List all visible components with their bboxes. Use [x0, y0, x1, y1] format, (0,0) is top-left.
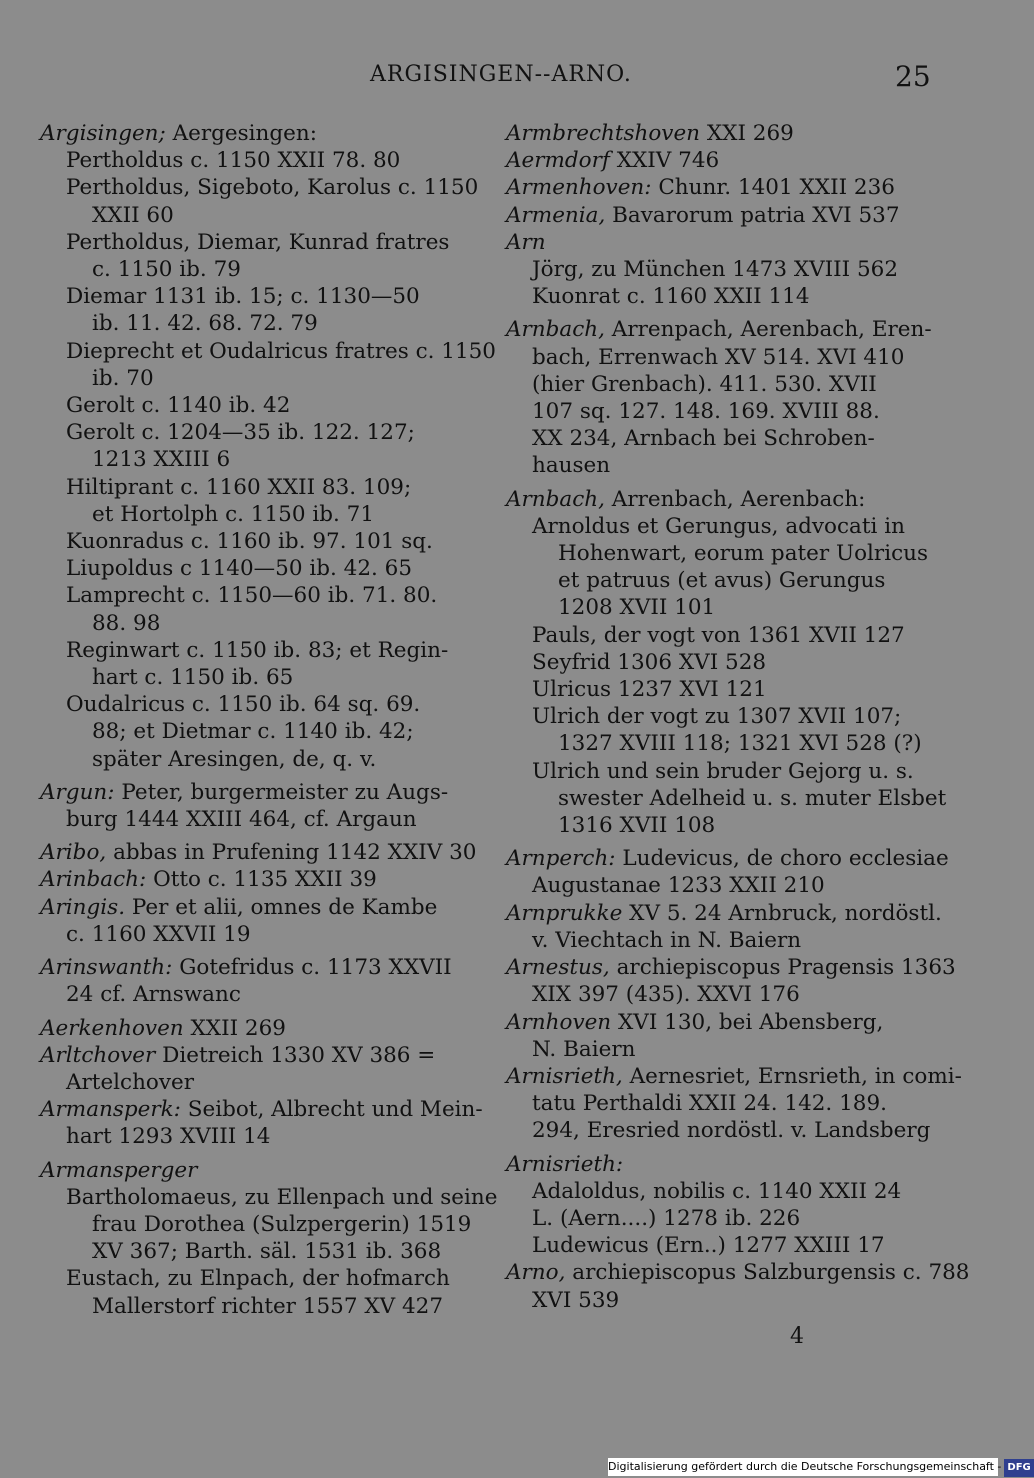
entry-text: burg 1444 XXIII 464, cf. Argaun: [66, 807, 417, 833]
entry-text: Arrenbach, Aerenbach:: [604, 486, 866, 512]
entry-text: 294, Eresried nordöstl. v. Landsberg: [532, 1118, 931, 1144]
entry-text: swester Adelheid u. s. muter Elsbet: [558, 785, 947, 811]
headword: Arnprukke: [506, 900, 623, 926]
entry-text: Liupoldus c 1140—50 ib. 42. 65: [66, 556, 413, 582]
headword: Aerkenhoven: [40, 1015, 184, 1041]
entry-text: Ulrich der vogt zu 1307 XVII 107;: [532, 704, 902, 730]
index-entry: [506, 758, 947, 840]
entry-line: [506, 344, 936, 371]
entry-line: [40, 691, 470, 718]
index-entry: [40, 338, 496, 392]
footer-text: Digitalisierung gefördert durch die Deutsche Forschungsgemeinschaft -: [608, 1460, 1002, 1473]
index-entry: [506, 649, 936, 676]
entry-line: [506, 900, 942, 927]
entry-text: Gerolt c. 1140 ib. 42: [66, 393, 291, 419]
entry-text: Aernesriet, Ernsrieth, in comi-: [622, 1063, 962, 1089]
headword: Argun:: [40, 779, 115, 805]
headword: Arn: [506, 229, 546, 255]
entry-line: [40, 779, 470, 806]
entry-text: 1316 XVII 108: [558, 813, 716, 839]
entry-line: [506, 1036, 936, 1063]
entry-text: Aergesingen:: [165, 121, 317, 146]
index-entry: [40, 283, 470, 337]
entry-line: [506, 398, 936, 425]
index-entry: [506, 954, 956, 1008]
index-entry: [40, 1096, 483, 1150]
entry-line: [506, 540, 936, 567]
entry-line: [40, 174, 479, 201]
entry-text: ib. 70: [92, 365, 154, 391]
left-column: [40, 120, 498, 1320]
entry-line: [506, 872, 936, 899]
index-entry: [506, 174, 936, 201]
entry-line: [506, 120, 936, 147]
entry-text: c. 1160 XXVII 19: [66, 921, 251, 947]
page-number: 25: [895, 60, 931, 93]
entry-text: 88. 98: [92, 610, 161, 636]
entry-text: XV 367; Barth. säl. 1531 ib. 368: [92, 1239, 442, 1265]
entry-text: 88; et Dietmar c. 1140 ib. 42;: [92, 719, 414, 745]
headword: Arinswanth:: [40, 955, 173, 981]
entry-text: Ulrich und sein bruder Gejorg u. s.: [532, 758, 914, 784]
index-entry: [40, 582, 470, 636]
entry-line: [40, 1265, 470, 1292]
entry-line: [506, 486, 936, 513]
headword: Aringis.: [40, 894, 126, 920]
entry-text: hart c. 1150 ib. 65: [92, 665, 294, 691]
entry-line: [40, 338, 496, 365]
entry-text: frau Dorothea (Sulzpergerin) 1519: [92, 1211, 472, 1237]
entry-line: [40, 310, 470, 337]
entry-text: XX 234, Arnbach bei Schroben-: [532, 426, 875, 452]
entry-line: [40, 419, 470, 446]
index-entry: [506, 1151, 936, 1178]
index-entry: [40, 691, 470, 773]
headword: Armenia,: [506, 202, 606, 228]
index-entry: [40, 120, 470, 147]
entry-line: [40, 528, 470, 555]
index-entry: [506, 703, 936, 757]
entry-text: bach, Errenwach XV 514. XVI 410: [532, 344, 905, 370]
headword: Argisingen;: [40, 121, 166, 146]
entry-line: [506, 785, 947, 812]
entry-line: [506, 174, 936, 201]
headword: Arnisrieth,: [506, 1063, 623, 1089]
index-entry: [506, 147, 936, 174]
entry-text: XVI 539: [532, 1287, 620, 1313]
entry-text: Oudalricus c. 1150 ib. 64 sq. 69.: [66, 692, 421, 718]
entry-line: [40, 1123, 470, 1150]
index-entry: [506, 513, 936, 622]
entry-text: et Hortolph c. 1150 ib. 71: [92, 501, 374, 527]
entry-text: Kuonrat c. 1160 XXII 114: [532, 284, 810, 310]
headword: Armansperger: [40, 1157, 198, 1183]
entry-text: XXII 269: [183, 1015, 286, 1041]
entry-text: L. (Aern....) 1278 ib. 226: [532, 1205, 801, 1231]
entry-line: [40, 746, 470, 773]
entry-line: [506, 1178, 936, 1205]
entry-text: Ulricus 1237 XVI 121: [532, 677, 767, 703]
index-entry: [40, 637, 470, 691]
entry-line: [506, 1151, 936, 1178]
right-column: [506, 120, 970, 1314]
entry-text: XV 5. 24 Arnbruck, nordöstl.: [622, 900, 942, 926]
entry-line: [40, 981, 470, 1008]
entry-text: Ludevicus, de choro ecclesiae: [615, 846, 949, 872]
entry-line: [40, 921, 470, 948]
entry-text: tatu Perthaldi XXII 24. 142. 189.: [532, 1091, 887, 1117]
entry-line: [506, 371, 936, 398]
entry-text: Eustach, zu Elnpach, der hofmarch: [66, 1266, 450, 1292]
index-entry: [40, 528, 470, 555]
entry-line: [506, 1009, 936, 1036]
entry-text: Kuonradus c. 1160 ib. 97. 101 sq.: [66, 529, 433, 555]
entry-text: c. 1150 ib. 79: [92, 257, 241, 283]
entry-text: hausen: [532, 453, 611, 479]
entry-line: [506, 845, 949, 872]
entry-line: [40, 120, 470, 147]
headword: Arno,: [506, 1260, 566, 1286]
entry-line: [506, 594, 936, 621]
entry-line: [40, 664, 470, 691]
entry-line: [506, 1117, 936, 1144]
entry-line: [506, 256, 936, 283]
entry-line: [506, 954, 956, 981]
entry-text: Diemar 1131 ib. 15; c. 1130—50: [66, 284, 420, 310]
headword: Armansperk:: [40, 1097, 181, 1123]
entry-text: 107 sq. 127. 148. 169. XVIII 88.: [532, 399, 880, 425]
entry-text: Seibot, Albrecht und Mein-: [180, 1097, 483, 1123]
entry-text: XVI 130, bei Abensberg,: [611, 1009, 884, 1035]
entry-text: XXI 269: [700, 121, 794, 146]
entry-text: 24 cf. Arnswanc: [66, 982, 241, 1008]
entry-line: [506, 229, 936, 256]
entry-line: [40, 1293, 470, 1320]
entry-text: Pertholdus, Diemar, Kunrad fratres: [66, 229, 450, 255]
entry-line: [506, 316, 936, 343]
entry-line: [506, 1090, 936, 1117]
entry-line: [40, 1069, 470, 1096]
entry-line: [40, 555, 470, 582]
index-entry: [40, 474, 470, 528]
entry-text: Dietreich 1330 XV 386 =: [155, 1042, 436, 1068]
entry-text: archiepiscopus Pragensis 1363: [609, 955, 956, 981]
index-entry: [506, 1178, 936, 1205]
entry-line: [40, 839, 477, 866]
headword: Armenhoven:: [506, 175, 652, 201]
entry-line: [40, 806, 470, 833]
entry-line: [506, 202, 936, 229]
headword: Aermdorf: [506, 148, 610, 174]
entry-text: Artelchover: [66, 1069, 195, 1095]
entry-text: Bartholomaeus, zu Ellenpach und seine: [66, 1184, 498, 1210]
entry-line: [40, 637, 470, 664]
entry-text: hart 1293 XVIII 14: [66, 1124, 271, 1150]
entry-line: [40, 894, 470, 921]
entry-line: [40, 954, 470, 981]
running-title: ARGISINGEN--ARNO.: [370, 62, 632, 87]
entry-line: [506, 730, 936, 757]
entry-text: Augustanae 1233 XXII 210: [532, 873, 825, 899]
entry-text: N. Baiern: [532, 1036, 636, 1062]
entry-line: [506, 812, 936, 839]
entry-text: Pertholdus, Sigeboto, Karolus c. 1150: [66, 175, 479, 201]
entry-text: Jörg, zu München 1473 XVIII 562: [532, 257, 899, 283]
entry-text: Chunr. 1401 XXII 236: [651, 175, 895, 201]
index-entry: [40, 229, 470, 283]
entry-text: XIX 397 (435). XXVI 176: [532, 982, 800, 1008]
entry-line: [40, 866, 470, 893]
index-entry: [506, 1232, 936, 1259]
headword: Armbrechtshoven: [506, 121, 701, 146]
entry-line: [40, 283, 470, 310]
index-entry: [40, 894, 470, 948]
index-entry: [40, 419, 470, 473]
entry-line: [506, 425, 936, 452]
entry-text: später Aresingen, de, q. v.: [92, 746, 377, 772]
entry-text: Bavarorum patria XVI 537: [605, 202, 900, 228]
entry-line: [506, 1063, 962, 1090]
index-entry: [506, 1259, 970, 1313]
entry-line: [506, 283, 936, 310]
index-entry: [506, 283, 936, 310]
index-entry: [40, 839, 477, 866]
entry-text: v. Viechtach in N. Baiern: [532, 927, 802, 953]
entry-line: [506, 622, 936, 649]
index-entry: [40, 1015, 470, 1042]
entry-text: Arnoldus et Gerungus, advocati in: [532, 513, 905, 539]
entry-line: [40, 1211, 470, 1238]
index-entry: [40, 779, 470, 833]
index-entry: [506, 676, 936, 703]
entry-text: Ludewicus (Ern..) 1277 XXIII 17: [532, 1233, 885, 1259]
index-entry: [40, 954, 470, 1008]
entry-line: [40, 256, 470, 283]
entry-text: Gotefridus c. 1173 XXVII: [172, 955, 452, 981]
headword: Arnbach,: [506, 317, 605, 343]
entry-line: [506, 927, 936, 954]
entry-line: [506, 758, 936, 785]
entry-line: [40, 1015, 470, 1042]
headword: Arinbach:: [40, 867, 147, 893]
index-entry: [506, 256, 936, 283]
index-entry: [40, 866, 470, 893]
entry-text: XXII 60: [92, 202, 174, 228]
headword: Arnbach,: [506, 486, 605, 512]
entry-line: [506, 147, 936, 174]
entry-text: Pertholdus c. 1150 XXII 78. 80: [66, 148, 401, 174]
entry-text: (hier Grenbach). 411. 530. XVII: [532, 371, 877, 397]
entry-text: Hiltiprant c. 1160 XXII 83. 109;: [66, 474, 412, 500]
entry-line: [40, 446, 470, 473]
entry-line: [506, 1287, 936, 1314]
entry-text: Lamprecht c. 1150—60 ib. 71. 80.: [66, 583, 438, 609]
index-entry: [40, 555, 470, 582]
index-entry: [506, 229, 936, 256]
entry-text: Gerolt c. 1204—35 ib. 122. 127;: [66, 420, 415, 446]
entry-line: [40, 718, 470, 745]
entry-line: [40, 392, 470, 419]
index-entry: [40, 1042, 470, 1096]
headword: Arnisrieth:: [506, 1151, 624, 1177]
entry-text: Adaloldus, nobilis c. 1140 XXII 24: [532, 1178, 902, 1204]
index-entry: [506, 120, 936, 147]
dfg-logo: DFG: [1004, 1459, 1033, 1477]
index-entry: [506, 1063, 962, 1145]
entry-line: [40, 365, 470, 392]
index-entry: [40, 174, 479, 228]
entry-line: [506, 1232, 936, 1259]
entry-text: XXIV 746: [609, 148, 720, 174]
entry-text: Hohenwart, eorum pater Uolricus: [558, 541, 929, 567]
entry-text: abbas in Prufening 1142 XXIV 30: [106, 840, 477, 866]
entry-line: [40, 1157, 470, 1184]
index-entry: [506, 1205, 936, 1232]
entry-text: ib. 11. 42. 68. 72. 79: [92, 311, 318, 337]
entry-line: [40, 202, 470, 229]
entry-line: [40, 501, 470, 528]
page-header: [0, 60, 1000, 100]
entry-text: 1208 XVII 101: [558, 595, 716, 621]
index-entry: [40, 1265, 470, 1319]
index-entry: [506, 845, 949, 899]
headword: Arnestus,: [506, 955, 610, 981]
entry-line: [40, 1238, 470, 1265]
signature-mark: 4: [790, 1324, 804, 1349]
entry-line: [506, 981, 936, 1008]
entry-text: Peter, burgermeister zu Augs-: [114, 779, 449, 805]
index-entry: [40, 1184, 498, 1266]
entry-line: [40, 1042, 470, 1069]
entry-text: et patruus (et avus) Gerungus: [558, 568, 886, 594]
entry-text: Dieprecht et Oudalricus fratres c. 1150: [66, 338, 496, 364]
index-entry: [506, 486, 936, 513]
headword: Arnhoven: [506, 1009, 612, 1035]
entry-line: [40, 147, 470, 174]
entry-line: [506, 513, 936, 540]
headword: Arnperch:: [506, 846, 616, 872]
index-entry: [506, 202, 936, 229]
entry-text: Mallerstorf richter 1557 XV 427: [92, 1293, 444, 1319]
index-entry: [40, 392, 470, 419]
entry-text: Otto c. 1135 XXII 39: [146, 867, 377, 893]
entry-line: [40, 229, 470, 256]
index-entry: [506, 1009, 936, 1063]
entry-text: Pauls, der vogt von 1361 XVII 127: [532, 622, 905, 648]
index-entry: [40, 1157, 470, 1184]
entry-line: [506, 649, 936, 676]
headword: Arltchover: [40, 1042, 156, 1068]
entry-line: [506, 452, 936, 479]
headword: Aribo,: [40, 840, 107, 866]
entry-line: [40, 1184, 498, 1211]
index-entry: [506, 316, 936, 479]
entry-line: [506, 703, 936, 730]
entry-text: 1213 XXIII 6: [92, 447, 231, 473]
entry-text: Reginwart c. 1150 ib. 83; et Regin-: [66, 637, 449, 663]
entry-text: archiepiscopus Salzburgensis c. 788: [565, 1260, 970, 1286]
entry-line: [506, 1205, 936, 1232]
entry-line: [40, 474, 470, 501]
entry-line: [40, 1096, 483, 1123]
entry-text: Seyfrid 1306 XVI 528: [532, 649, 767, 675]
index-entry: [506, 900, 942, 954]
entry-line: [506, 1259, 970, 1286]
entry-line: [506, 567, 936, 594]
entry-line: [40, 610, 470, 637]
index-entry: [40, 147, 470, 174]
footer-credit: [608, 1458, 1031, 1476]
entry-text: Per et alii, omnes de Kambe: [125, 894, 438, 920]
entry-line: [40, 582, 470, 609]
entry-text: Arrenpach, Aerenbach, Eren-: [604, 317, 932, 343]
index-entry: [506, 622, 936, 649]
entry-text: 1327 XVIII 118; 1321 XVI 528 (?): [558, 731, 922, 757]
entry-line: [506, 676, 936, 703]
